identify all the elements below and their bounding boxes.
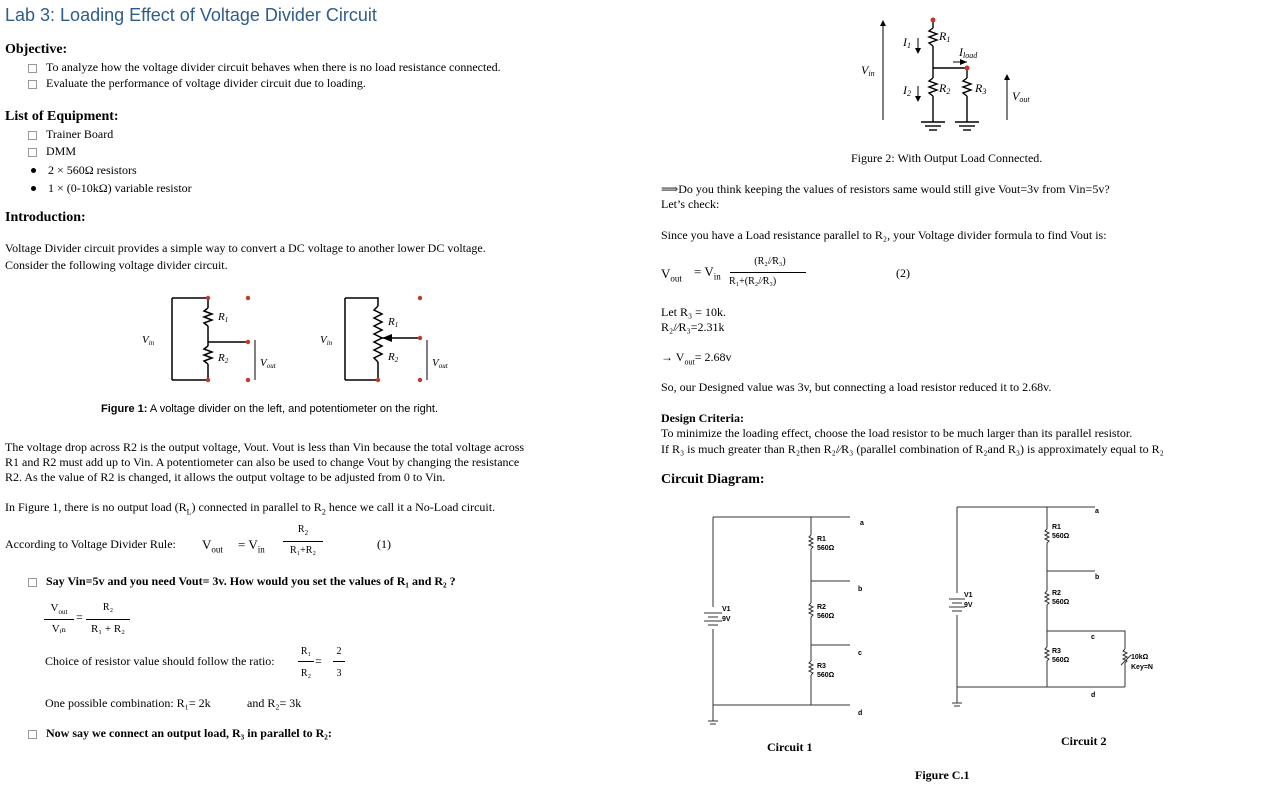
svg-text:d: d bbox=[1091, 692, 1096, 699]
question-2: Now say we connect an output load, R₃ in parallel to R₂: bbox=[28, 726, 332, 741]
svg-text:b: b bbox=[1095, 574, 1100, 581]
svg-text:R1: R1 bbox=[218, 311, 229, 324]
svg-text:R3: R3 bbox=[1052, 648, 1061, 655]
circuit1-label: Circuit 1 bbox=[767, 740, 813, 754]
svg-text:560Ω: 560Ω bbox=[1052, 657, 1070, 664]
figure2-caption: Figure 2: With Output Load Connected. bbox=[851, 151, 1043, 165]
page-title: Lab 3: Loading Effect of Voltage Divider Circuit bbox=[5, 5, 377, 25]
svg-text:V1: V1 bbox=[964, 592, 973, 599]
introduction-heading: Introduction: bbox=[5, 210, 86, 225]
ratio-lhs-num: $V_{out}$ bbox=[50, 602, 68, 617]
rule-eq: = $V_{in}$ bbox=[238, 537, 265, 555]
intro-paragraph: R1 and R2 must add up to Vin. A potentiometer can also be used to change Vout by changing the resistance bbox=[5, 455, 520, 469]
checkbox-icon bbox=[28, 80, 37, 89]
circuit1-diagram bbox=[700, 505, 900, 735]
checkbox-icon bbox=[28, 148, 37, 157]
since-text: Since you have a Load resistance parallel to R₂, your Voltage divider formula to find Vout is: bbox=[661, 228, 1107, 242]
svg-text:I1: I1 bbox=[903, 35, 911, 50]
figure1-caption: Figure 1: A voltage divider on the left, and potentiometer on the right. bbox=[101, 403, 438, 415]
svg-text:a: a bbox=[1095, 508, 1099, 515]
svg-text:Vout: Vout bbox=[260, 357, 276, 370]
svg-text:R3: R3 bbox=[817, 663, 826, 670]
equation-number: (1) bbox=[377, 537, 391, 551]
ratio-rhs-den: R₁ + R₂ bbox=[90, 623, 126, 635]
svg-text:R1: R1 bbox=[939, 29, 951, 44]
figure2-diagram bbox=[855, 10, 1055, 150]
svg-text:b: b bbox=[858, 586, 863, 593]
r2-parallel-r3: R₂/⁄R₃=2.31k bbox=[661, 320, 725, 334]
svg-text:R2: R2 bbox=[939, 81, 951, 96]
question-1: Say Vin=5v and you need Vout= 3v. How would you set the values of R₁ and R₂ ? bbox=[28, 574, 456, 589]
svg-text:9V: 9V bbox=[722, 616, 731, 623]
rule-label: According to Voltage Divider Rule: bbox=[5, 537, 176, 551]
ratio-rhs-num: R₂ bbox=[102, 602, 114, 613]
svg-text:R1: R1 bbox=[1052, 524, 1061, 531]
svg-text:Vout: Vout bbox=[1012, 89, 1030, 104]
choice-rnum: 2 bbox=[336, 646, 342, 657]
svg-text:Vin: Vin bbox=[320, 334, 333, 347]
fraction-bar bbox=[333, 661, 345, 662]
fraction-bar bbox=[86, 619, 130, 620]
rule-denominator: R₁+R₂ bbox=[290, 545, 316, 556]
choice-rden: 3 bbox=[336, 668, 342, 679]
svg-text:a: a bbox=[860, 520, 864, 527]
f2-denominator: R₁+(R₂/⁄R₃) bbox=[729, 276, 777, 287]
rule-numerator: $R_2$ bbox=[297, 524, 309, 537]
f2-numerator: (R₂/⁄R₃) bbox=[754, 256, 786, 267]
svg-text:Vout: Vout bbox=[432, 357, 448, 370]
svg-text:d: d bbox=[858, 710, 863, 717]
rule-lhs: $V_{out}$ bbox=[202, 537, 223, 555]
checkbox-icon bbox=[28, 131, 37, 140]
checkbox-icon bbox=[28, 64, 37, 73]
svg-text:560Ω: 560Ω bbox=[817, 613, 835, 620]
figure-c1-label: Figure C.1 bbox=[915, 768, 970, 782]
intro-paragraph: R2. As the value of R2 is changed, it allows the output voltage to be adjusted from 0 to Vin. bbox=[5, 470, 446, 484]
fraction-bar bbox=[44, 619, 74, 620]
equals: = bbox=[315, 654, 322, 668]
so-text: So, our Designed value was 3v, but connecting a load resistor reduced it to 2.68v. bbox=[661, 380, 1052, 394]
svg-text:R2: R2 bbox=[218, 352, 229, 365]
svg-text:9V: 9V bbox=[964, 602, 973, 609]
fraction-bar bbox=[730, 272, 806, 273]
svg-text:R1: R1 bbox=[388, 316, 399, 329]
svg-text:560Ω: 560Ω bbox=[1052, 533, 1070, 540]
vout-result: → $V_{out}= 2.68v$ bbox=[661, 350, 732, 367]
svg-text:10kΩ: 10kΩ bbox=[1131, 654, 1149, 661]
fraction-bar bbox=[283, 541, 323, 542]
equipment-item: 2 × 560Ω resistors bbox=[28, 163, 137, 178]
choice-num: R₁ bbox=[300, 646, 312, 657]
ratio-lhs-den: Vᵢₙ bbox=[51, 623, 67, 635]
svg-text:R2: R2 bbox=[388, 351, 399, 364]
intro-paragraph: Consider the following voltage divider circuit. bbox=[5, 258, 228, 272]
no-load-text: In Figure 1, there is no output load $(R_L)$ connected in parallel to $R_2$ hence we call it a No-Load circuit. bbox=[5, 500, 496, 517]
svg-text:R2: R2 bbox=[1052, 590, 1061, 597]
objective-item: Evaluate the performance of voltage divider circuit due to loading. bbox=[28, 76, 366, 91]
svg-text:Iload: Iload bbox=[959, 45, 978, 60]
loading-question: ⟹Do you think keeping the values of resistors same would still give Vout=3v from Vin=5v? bbox=[661, 182, 1110, 196]
f2-lhs: $V_{out}$ bbox=[661, 266, 682, 284]
svg-text:560Ω: 560Ω bbox=[817, 672, 835, 679]
let-r3: Let R₃ = 10k. bbox=[661, 305, 726, 319]
svg-text:R3: R3 bbox=[975, 81, 987, 96]
svg-text:Vin: Vin bbox=[142, 334, 155, 347]
circuit2-diagram bbox=[945, 495, 1185, 725]
objective-heading: Objective: bbox=[5, 42, 68, 57]
svg-text:Vin: Vin bbox=[861, 63, 875, 78]
svg-text:560Ω: 560Ω bbox=[1052, 599, 1070, 606]
circuit2-label: Circuit 2 bbox=[1061, 734, 1107, 748]
intro-paragraph: The voltage drop across R2 is the output voltage, Vout. Vout is less than Vin because the total voltage across bbox=[5, 440, 525, 454]
svg-text:R1: R1 bbox=[817, 536, 826, 543]
objective-item: To analyze how the voltage divider circuit behaves when there is no load resistance connected. bbox=[28, 60, 501, 75]
intro-paragraph: Voltage Divider circuit provides a simple way to convert a DC voltage to another lower DC voltage. bbox=[5, 241, 486, 255]
f2-eq: = $V_{in}$ bbox=[694, 264, 721, 282]
checkbox-icon bbox=[28, 730, 37, 739]
svg-text:I2: I2 bbox=[903, 83, 911, 98]
svg-text:V1: V1 bbox=[722, 606, 731, 613]
equipment-item: Trainer Board bbox=[28, 127, 113, 142]
combo-text-2: and R₂= 3k bbox=[247, 696, 302, 710]
bullet-icon bbox=[31, 168, 36, 173]
check-text: Let’s check: bbox=[661, 197, 720, 211]
svg-text:c: c bbox=[1091, 634, 1095, 641]
choice-den: R₂ bbox=[300, 668, 312, 679]
figure1-diagram bbox=[130, 290, 730, 400]
design-heading: Design Criteria: bbox=[661, 411, 744, 425]
bullet-icon bbox=[31, 186, 36, 191]
choice-text: Choice of resistor value should follow the ratio: bbox=[45, 654, 275, 668]
fraction-bar bbox=[298, 661, 314, 662]
svg-text:c: c bbox=[858, 650, 862, 657]
equipment-heading: List of Equipment: bbox=[5, 109, 119, 124]
svg-text:Key=N: Key=N bbox=[1131, 664, 1153, 671]
equipment-item: 1 × (0-10kΩ) variable resistor bbox=[28, 181, 192, 196]
svg-text:560Ω: 560Ω bbox=[817, 545, 835, 552]
checkbox-icon bbox=[28, 578, 37, 587]
combo-text: One possible combination: R₁= 2k bbox=[45, 696, 211, 710]
equals: = bbox=[76, 610, 83, 624]
equation-number: (2) bbox=[896, 266, 910, 280]
svg-text:R2: R2 bbox=[817, 604, 826, 611]
design-line: If R₃ is much greater than R₂then R₂/⁄R₃ (parallel combination of R₂and R₃) is approximately equal to R₂ bbox=[661, 442, 1164, 456]
design-line: To minimize the loading effect, choose the load resistor to be much larger than its parallel resistor. bbox=[661, 426, 1133, 440]
equipment-item: DMM bbox=[28, 144, 76, 159]
circuit-heading: Circuit Diagram: bbox=[661, 472, 765, 487]
